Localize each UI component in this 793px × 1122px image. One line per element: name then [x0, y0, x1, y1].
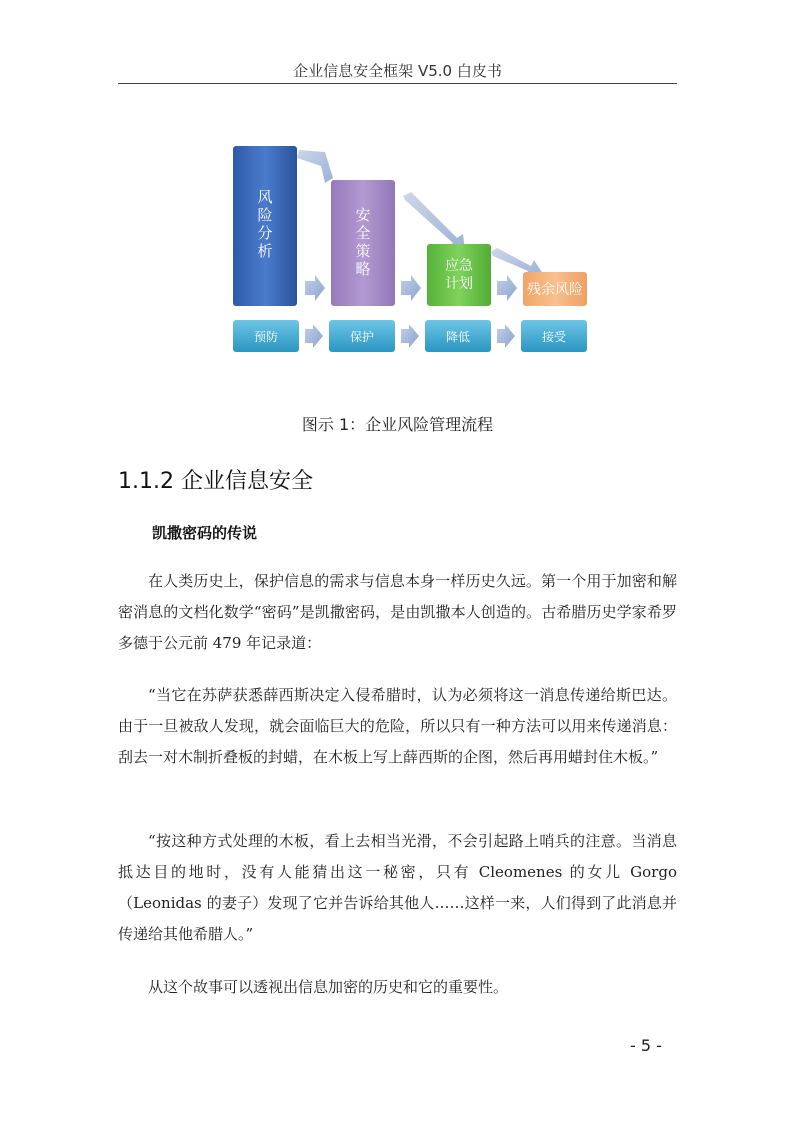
quote-paragraph: “按这种方式处理的木板，看上去相当光滑，不会引起路上哨兵的注意。当消息抵达目的地时，没有人能猜出这一秘密，只有 Cleomenes 的女儿 Gorgo（Leonidas 的妻子）发现了它并告诉给其他人……这样一来，人们得到了此消息并传递给其他希腊人。”: [118, 832, 677, 943]
stage-residual-risk: [523, 272, 587, 306]
stage-emergency-plan: [427, 244, 491, 306]
stage-label-2: 安全策略: [355, 206, 371, 278]
stage-risk-analysis: [233, 146, 297, 306]
stage-label-1: 风险分析: [257, 188, 273, 260]
paragraph: 在人类历史上，保护信息的需求与信息本身一样历史久远。第一个用于加密和解密消息的文档化数学“密码”是凯撒密码，是由凯撒本人创造的。古希腊历史学家希罗多德于公元前 479 年记录道：: [118, 572, 677, 652]
diagonal-arrow-1: [297, 150, 333, 183]
quote-paragraph: “当它在苏萨获悉薛西斯决定入侵希腊时，认为必须将这一消息传递给斯巴达。由于一旦被敌人发现，就会面临巨大的危险，所以只有一种方法可以用来传递消息：刮去一对木制折叠板的封蜡，在木板上写上薛西斯的企图，然后再用蜡封住木板。”: [118, 686, 677, 766]
action-label-3: 降低: [445, 330, 471, 344]
section-heading: 1.1.2 企业信息安全: [118, 469, 313, 494]
paragraph: 从这个故事可以透视出信息加密的历史和它的重要性。: [148, 978, 509, 996]
header-rule: [118, 83, 677, 84]
action-label-1: 预防: [253, 330, 279, 344]
figure-caption: 图示 1：企业风险管理流程: [301, 415, 494, 434]
action-label-2: 保护: [349, 330, 375, 344]
diagonal-arrow-2: [403, 192, 465, 252]
sub-heading: 凯撒密码的传说: [152, 524, 258, 542]
risk-management-diagram: [225, 140, 605, 365]
action-label-4: 接受: [541, 330, 567, 344]
page-number: - 5 -: [630, 1036, 662, 1055]
stage-label-3: 应急计划: [445, 258, 473, 292]
stage-label-4: 残余风险: [527, 282, 583, 298]
header-title: 企业信息安全框架 V5.0 白皮书: [293, 62, 502, 80]
stage-security-policy: [331, 180, 395, 306]
